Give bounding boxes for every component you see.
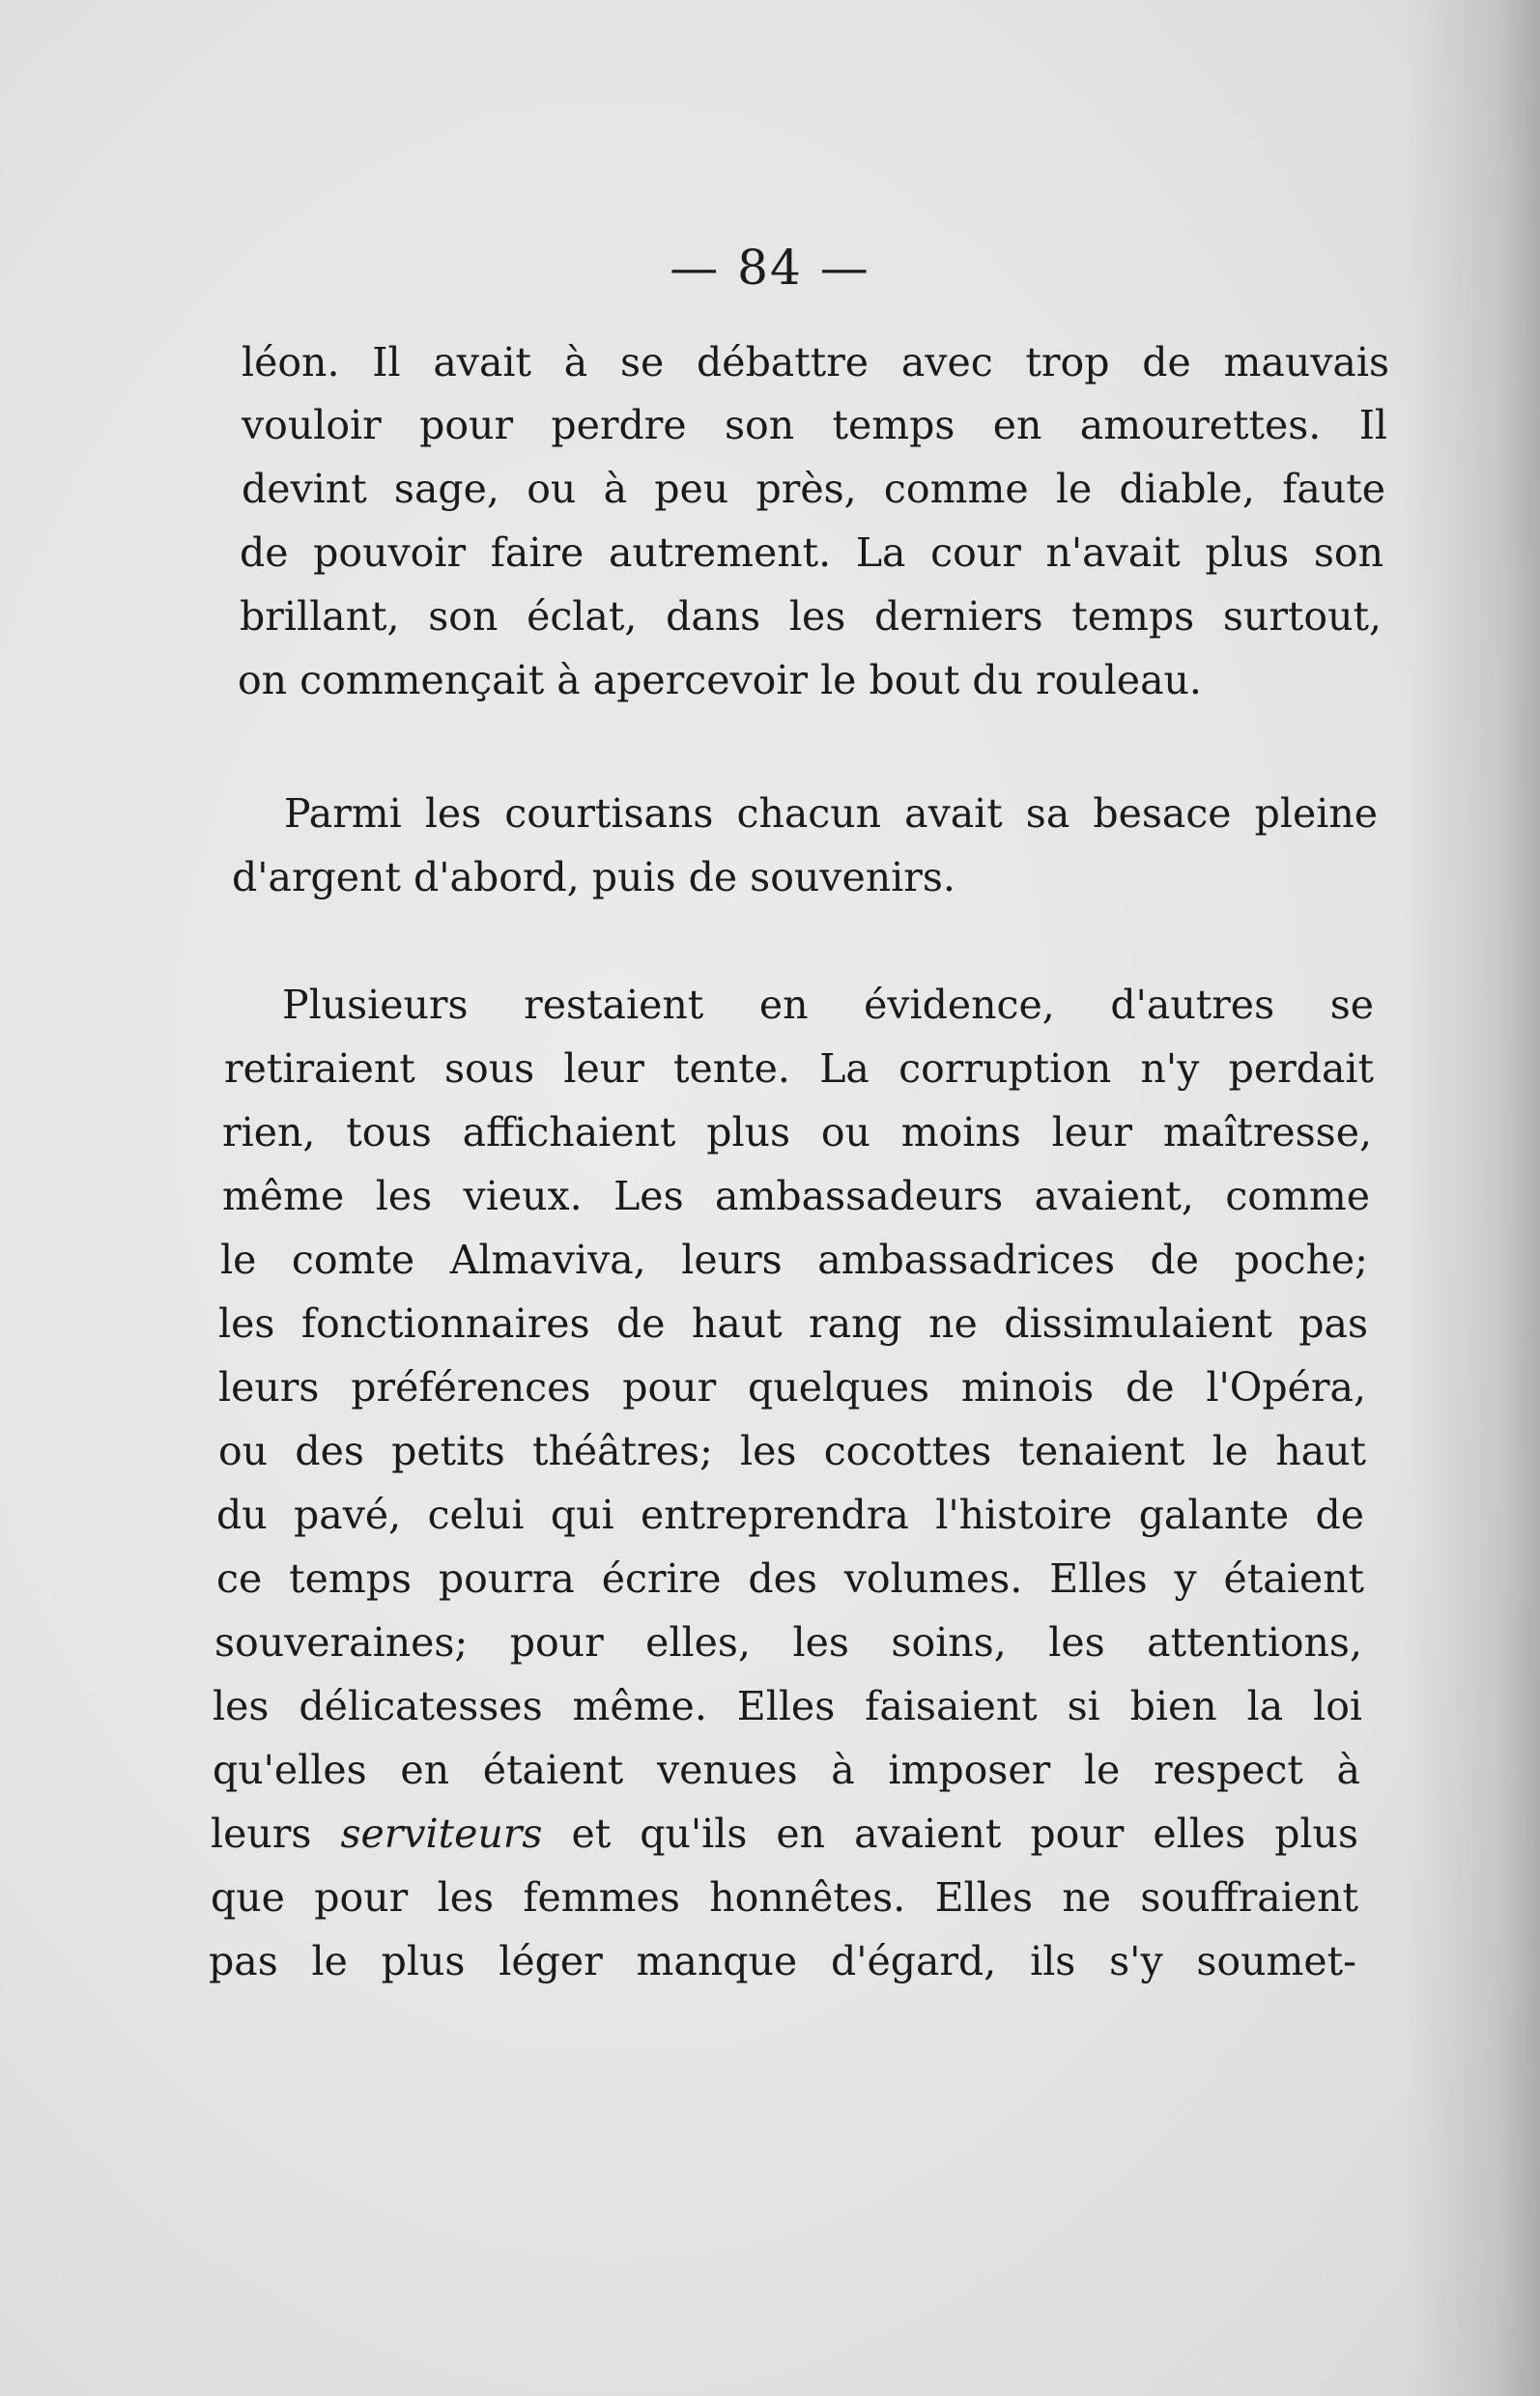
text-line: les délicatesses même. Elles faisaient si bien la loi (213, 1683, 1362, 1729)
text-line: ce temps pourra écrire des volumes. Elles y étaient (216, 1555, 1364, 1602)
text-fragment: leurs (211, 1811, 312, 1857)
page-number: — 84 — (670, 240, 870, 296)
text-line: pas le plus léger manque d'égard, ils s'y soumet- (209, 1938, 1356, 1984)
text-line: souveraines; pour elles, les soins, les attentions, (214, 1619, 1362, 1666)
text-line: Plusieurs restaient en évidence, d'autres se (282, 982, 1374, 1028)
text-line: rien, tous affichaient plus ou moins leur maîtresse, (222, 1109, 1372, 1155)
text-line: on commençait à apercevoir le bout du rouleau. (238, 657, 1202, 703)
text-line: devint sage, ou à peu près, comme le diable, faute (242, 466, 1385, 512)
text-line: léon. Il avait à se débattre avec trop de mauvais (242, 339, 1389, 385)
text-line: Parmi les courtisans chacun avait sa besace pleine (284, 790, 1378, 837)
text-line: de pouvoir faire autrement. La cour n'avait plus son (240, 529, 1383, 576)
text-line: du pavé, celui qui entreprendra l'histoire galante de (216, 1492, 1364, 1538)
text-line: même les vieux. Les ambassadeurs avaient, comme (222, 1173, 1370, 1219)
text-line (211, 1805, 1358, 1863)
text-line: ou des petits théâtres; les cocottes tenaient le haut (218, 1428, 1366, 1474)
text-line: leurs préférences pour quelques minois de l'Opéra, (218, 1364, 1366, 1411)
text-line: qu'elles en étaient venues à imposer le respect à (213, 1747, 1360, 1793)
italic-word: serviteurs (340, 1811, 543, 1857)
text-line: retiraient sous leur tente. La corruption n'y perdait (224, 1045, 1374, 1092)
text-line: le comte Almaviva, leurs ambassadrices de poche; (220, 1237, 1368, 1283)
text-fragment: et qu'ils en avaient pour elles plus (571, 1811, 1358, 1857)
text-line: les fonctionnaires de haut rang ne dissimulaient pas (218, 1300, 1368, 1347)
text-line: d'argent d'abord, puis de souvenirs. (232, 854, 955, 900)
text-line: que pour les femmes honnêtes. Elles ne souffraient (211, 1874, 1358, 1921)
text-line: vouloir pour perdre son temps en amourettes. Il (242, 402, 1387, 448)
text-line: brillant, son éclat, dans les derniers temps surtout, (240, 593, 1382, 640)
